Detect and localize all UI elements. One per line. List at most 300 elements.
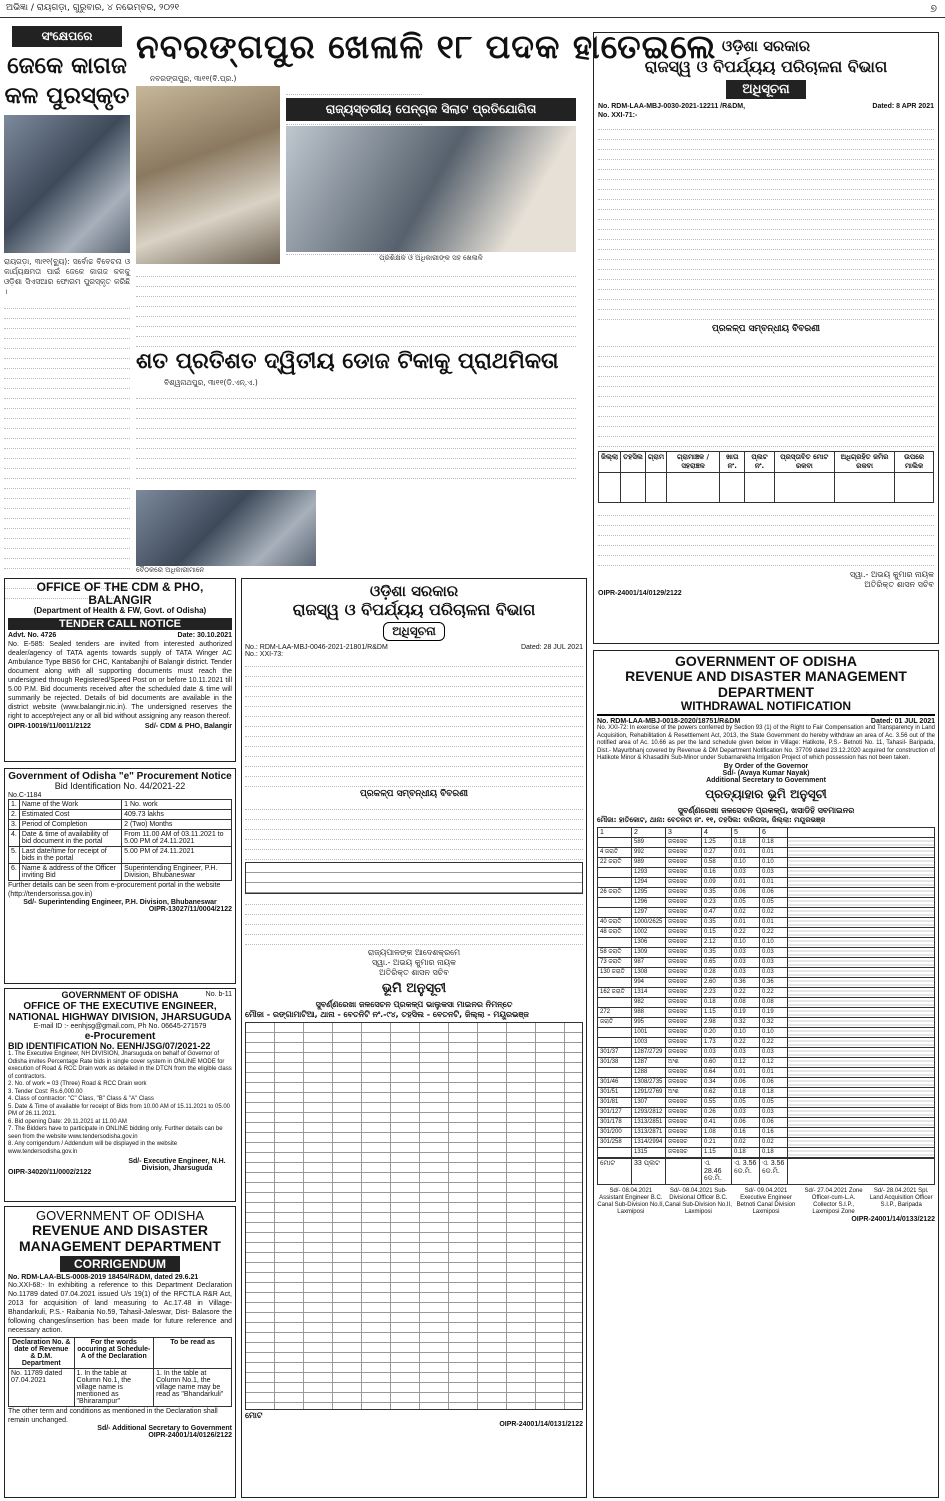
wd-owner-cell bbox=[788, 1127, 935, 1137]
eproc-oipr: OIPR-13027/11/0004/2122 bbox=[148, 905, 232, 913]
wd-cell: 1295 bbox=[632, 887, 666, 897]
wd-cell: 1.15 bbox=[702, 1147, 732, 1157]
main-dateline: ନବରଙ୍ଗପୁର, ୩ା୧୧(ବି.ପ୍ର.) bbox=[150, 74, 237, 83]
wd-cell: 0.01 bbox=[760, 917, 788, 927]
wd-cell: 0.02 bbox=[760, 907, 788, 917]
wd-cell: 0.03 bbox=[760, 967, 788, 977]
eproc-cell: Date & time of availability of bid document in the portal bbox=[19, 829, 121, 846]
wd-cell bbox=[598, 897, 632, 907]
wd-owner-cell bbox=[788, 977, 935, 987]
nm-schedule-table bbox=[245, 1022, 583, 1410]
cdm-bar: TENDER CALL NOTICE bbox=[8, 618, 232, 630]
corr-bar: CORRIGENDUM bbox=[60, 1256, 180, 1272]
nh-sign: Sd/- Executive Engineer, N.H. Division, Jharsuguda bbox=[128, 1158, 226, 1173]
wd-cell: 1291/2769 bbox=[632, 1087, 666, 1097]
nh-item: 3. Tender Cost: Rs.6,000.00 bbox=[8, 1088, 83, 1095]
wd-cell: 1296 bbox=[632, 897, 666, 907]
table-row bbox=[9, 1369, 232, 1407]
wd-cell: 4 ଜରାତି bbox=[598, 847, 632, 857]
wd-cell: 0.35 bbox=[702, 947, 732, 957]
wd-total-cell: 33 ପ୍ଲଟ bbox=[632, 1158, 666, 1184]
wd-owner-cell bbox=[788, 867, 935, 877]
corr-cell: 1. In the table at Column No.1, the village name may be read as "Bhandarkuli" bbox=[154, 1369, 232, 1407]
eproc-cell: From 11.00 AM of 03.11.2021 to 5.00 PM of 24.11.2021 bbox=[122, 829, 232, 846]
wd-cell: 0.03 bbox=[760, 947, 788, 957]
main-photo-left bbox=[136, 86, 280, 264]
wd-schedule-table bbox=[597, 827, 935, 1158]
wd-cell: 1297 bbox=[632, 907, 666, 917]
nh-item: 6. Bid opening Date: 29.11.2021 at 11.00 AM bbox=[8, 1118, 127, 1125]
wd-cell: 130 ଜରାତି bbox=[598, 967, 632, 977]
brief-tag: ସଂକ୍ଷେପରେ bbox=[12, 26, 122, 47]
wd-cell: ଜଳସେଚ bbox=[666, 1107, 702, 1117]
brief-dateline: ରାୟଗଡ଼ା, ୩ା୧୧(ବ୍ୟୁ): ସର୍ବୋଚ୍ଚ ବିବେଚନା ଓ କାର୍ଯ୍ୟକ୍ଷମତା ପାଇଁ ଜେକେ କାଗଜ କଳକୁ ଓଡ଼ିଶା ସିଏସଆର ଫୋରମ ପୁରସ୍କୃତ କରିଛି । bbox=[4, 257, 130, 296]
ntr-oipr: OIPR-24001/14/0129/2122 bbox=[598, 590, 682, 597]
wd-cell: 0.12 bbox=[760, 1057, 788, 1067]
wd-cell: 0.06 bbox=[760, 1117, 788, 1127]
table-row bbox=[598, 1147, 935, 1157]
wd-cell: ଜଳସେଚ bbox=[666, 1077, 702, 1087]
wd-cell: 0.18 bbox=[760, 1147, 788, 1157]
wd-cell: 1308/2735 bbox=[632, 1077, 666, 1087]
wd-cell: 1309 bbox=[632, 947, 666, 957]
wd-cell: 589 bbox=[632, 837, 666, 847]
nh-items bbox=[8, 1051, 232, 1156]
wd-cell: 0.55 bbox=[702, 1097, 732, 1107]
wd-owner-cell bbox=[788, 837, 935, 847]
wd-ref: No. RDM-LAA-MBJ-0018-2020/18751/R&DM bbox=[597, 718, 741, 726]
brief-body-text bbox=[4, 300, 130, 599]
wd-col-num: 5 bbox=[732, 827, 760, 837]
wd-owner-cell bbox=[788, 1087, 935, 1097]
wd-cell bbox=[598, 837, 632, 847]
wd-owner-cell bbox=[788, 1007, 935, 1017]
wd-cell: 0.36 bbox=[760, 977, 788, 987]
wd-cell: 0.03 bbox=[760, 1047, 788, 1057]
cdm-sign: Sd/- CDM & PHO, Balangir bbox=[144, 723, 232, 731]
wd-cell: 0.03 bbox=[732, 967, 760, 977]
wd-cell: 1293 bbox=[632, 867, 666, 877]
wd-cell: 40 ଜରାତି bbox=[598, 917, 632, 927]
wd-cell: 0.32 bbox=[732, 1017, 760, 1027]
wd-cell: 1.73 bbox=[702, 1037, 732, 1047]
wd-cell: 0.15 bbox=[702, 927, 732, 937]
ntr-badge: ଅଧିସୂଚନା bbox=[726, 80, 805, 99]
wd-col-num: 2 bbox=[632, 827, 666, 837]
wd-cell: 1002 bbox=[632, 927, 666, 937]
wd-owner-cell bbox=[788, 967, 935, 977]
wd-cell bbox=[598, 1147, 632, 1157]
eproc-cell: Period of Completion bbox=[19, 819, 121, 829]
eproc-sign: Sd/- Superintending Engineer, P.H. Division, Bhubaneswar bbox=[23, 898, 217, 906]
wd-cell: 0.06 bbox=[760, 887, 788, 897]
wd-cell: 0.03 bbox=[732, 1107, 760, 1117]
wd-cell: 0.03 bbox=[760, 867, 788, 877]
corr-footer: The other term and conditions as mentioned in the Declaration shall remain unchanged. bbox=[8, 1408, 218, 1425]
corr-cell: No. 11789 dated 07.04.2021 bbox=[9, 1369, 75, 1407]
wd-owner-cell bbox=[788, 987, 935, 997]
wd-cell: 272 bbox=[598, 1007, 632, 1017]
wd-cell: 1287 bbox=[632, 1057, 666, 1067]
wd-cell: 0.34 bbox=[702, 1077, 732, 1087]
wd-cell: ଜଳସେଚ bbox=[666, 877, 702, 887]
wd-owner-cell bbox=[788, 1037, 935, 1047]
corr-table bbox=[8, 1337, 232, 1407]
wd-cell: ଜଳସେଚ bbox=[666, 887, 702, 897]
wd-owner-cell bbox=[788, 1097, 935, 1107]
wd-cell: 0.28 bbox=[702, 967, 732, 977]
table-row bbox=[598, 977, 935, 987]
wd-cell: 982 bbox=[632, 997, 666, 1007]
wd-cell bbox=[598, 867, 632, 877]
table-row bbox=[598, 897, 935, 907]
wd-signer: Sd/- 28.04.2021 Spl. Land Acquisition Officer S.I.P., Baripada bbox=[869, 1187, 933, 1208]
wd-cell: 0.23 bbox=[702, 897, 732, 907]
nh-item: 2. No. of work = 03 (Three) Road & RCC Drain work bbox=[8, 1081, 147, 1088]
table-row bbox=[598, 1158, 935, 1184]
wd-cell: 301/46 bbox=[598, 1077, 632, 1087]
wd-cell bbox=[598, 907, 632, 917]
wd-cell: 301/127 bbox=[598, 1107, 632, 1117]
nm-village-line: ମୌଜା - ରଙ୍ଗାମାଟିଆ, ଥାନା - ବେତନିଟି ନଂ.-୯୪, ତହସିଲ - ବେତନଟି, ଜିଲ୍ଲା - ମୟୂରଭଞ୍ଜ bbox=[245, 1010, 529, 1019]
wd-schedule: ପ୍ରତ୍ୟାହାର ଭୂମି ଅନୁସୂଚୀ bbox=[705, 786, 827, 801]
table-row bbox=[9, 863, 232, 880]
table-row bbox=[598, 1107, 935, 1117]
wd-cell: 1307 bbox=[632, 1097, 666, 1107]
nm-total: ମୋଟ bbox=[245, 1411, 263, 1420]
wd-cell: 0.06 bbox=[732, 1117, 760, 1127]
ntr-line2: ରାଜସ୍ୱ ଓ ବିପର୍ଯ୍ୟୟ ପରିଚାଳନା ବିଭାଗ bbox=[644, 57, 888, 76]
ntr-sig-title: ଅତିରିକ୍ତ ଶାସନ ସଚିବ bbox=[864, 580, 934, 589]
wd-cell: 301/81 bbox=[598, 1097, 632, 1107]
wd-cell: 0.12 bbox=[732, 1057, 760, 1067]
table-row bbox=[9, 846, 232, 863]
table-row bbox=[598, 1137, 935, 1147]
wd-cell: 1313/2851 bbox=[632, 1117, 666, 1127]
wd-owner-cell bbox=[788, 937, 935, 947]
wd-cell: 0.09 bbox=[702, 877, 732, 887]
wd-cell: ଜଳସେଚ bbox=[666, 977, 702, 987]
ntr-th: ଜିଲ୍ଲା bbox=[599, 452, 621, 473]
nm-signature: ସ୍ୱା.- ଅଭୟ କୁମାର ନାୟକ bbox=[371, 958, 457, 967]
wd-cell: 995 bbox=[632, 1017, 666, 1027]
wd-cell: 0.10 bbox=[760, 1027, 788, 1037]
cdm-title: OFFICE OF THE CDM & PHO, BALANGIR bbox=[36, 580, 204, 608]
wd-cell: ଜଳସେଚ bbox=[666, 1067, 702, 1077]
wd-tbody bbox=[598, 827, 935, 1157]
wd-cell: 0.18 bbox=[732, 837, 760, 847]
notice-top-right bbox=[593, 32, 939, 644]
wd-owner-cell bbox=[788, 1077, 935, 1087]
wd-cell bbox=[598, 997, 632, 1007]
wd-total-cell bbox=[666, 1158, 702, 1184]
nm-badge: ଅଧିସୂଚନା bbox=[383, 622, 445, 641]
table-row bbox=[598, 1007, 935, 1017]
wd-cell: 1293/2812 bbox=[632, 1107, 666, 1117]
wd-owner-cell bbox=[788, 947, 935, 957]
table-row bbox=[598, 947, 935, 957]
nm-date: Dated: 28 JUL 2021 bbox=[520, 644, 583, 651]
cdm-sub: (Department of Health & FW, Govt. of Odisha) bbox=[33, 606, 207, 616]
wd-cell: 0.05 bbox=[760, 1097, 788, 1107]
wd-owner-cell bbox=[788, 1027, 935, 1037]
eproc-cell: 4. bbox=[9, 829, 20, 846]
ntr-date: Dated: 8 APR 2021 bbox=[872, 103, 934, 110]
eproc-cell: 3. bbox=[9, 819, 20, 829]
wd-cell: 301/37 bbox=[598, 1047, 632, 1057]
wd-cell: 0.60 bbox=[702, 1057, 732, 1067]
eproc-table bbox=[8, 799, 232, 881]
wd-cell: 0.22 bbox=[760, 1037, 788, 1047]
wd-cell bbox=[598, 977, 632, 987]
cdm-body: No. E-585: Sealed tenders are invited from interested authorized dealer/agency of TATA agents towards supply of TATA Winger AC Ambulance Type BBS6 for CHC, Kantabanjhi of Balangir district. Tender document along with all supporting documents must reach the undersigned through Registered/Speed Post on or before 10.11.2021 till 5.00 P.M. Bid documents received after the scheduled date & time will summarily be rejected. Details of bid documents are available in the district website (www.balangir.nic.in). The undersigned reserves the right to accept/reject any or all bid without assigning any reason thereof. bbox=[8, 641, 232, 721]
wd-cell: ଜଳସେଚ bbox=[666, 847, 702, 857]
table-row bbox=[598, 997, 935, 1007]
wd-owner-cell bbox=[788, 897, 935, 907]
eproc-cell: 5.00 PM of 24.11.2021 bbox=[122, 846, 232, 863]
wd-cell: 992 bbox=[632, 847, 666, 857]
main-subhead: ରାଜ୍ୟସ୍ତରୀୟ ପେନ୍ଚାକ ସିଲାଟ ପ୍ରତିଯୋଗିତା bbox=[286, 98, 576, 121]
nm-schedule-sub: ସୁବର୍ଣ୍ଣରେଖା ଜଳସେଚନ ପ୍ରକଳ୍ପ ଭାଲୁକସା ମାଇନର ନିମନ୍ତେ bbox=[315, 1000, 513, 1009]
wd-cell: 0.02 bbox=[732, 1137, 760, 1147]
eproc-cell: Name of the Work bbox=[19, 799, 121, 809]
wd-col-num: 4 bbox=[702, 827, 732, 837]
nh-item: 1. The Executive Engineer, NH DIVISION, Jharsuguda on behalf of Governor of Odisha invites Percentage Rate bids in single cover system in ONLINE MODE for execution of Road & RCC Drain work as detailed in the DTCN from the eligible class of contractors. bbox=[8, 1051, 232, 1080]
wd-cell: ଜଳସେଚ bbox=[666, 1017, 702, 1027]
wd-owner-cell bbox=[788, 907, 935, 917]
wd-signer: Sd/- 09.04.2021 Executive Engineer Betnoti Canal Division Laxmiposi bbox=[736, 1187, 796, 1215]
wd-col-num: 3 bbox=[666, 827, 702, 837]
wd-cell: ଜଳସେଚ bbox=[666, 937, 702, 947]
nm-line2: ରାଜସ୍ୱ ଓ ବିପର୍ଯ୍ୟୟ ପରିଚାଳନା ବିଭାଗ bbox=[292, 600, 536, 619]
corr-body: No.XXI-68:- In exhibiting a reference to this Department Declaration No.11789 dated 07.04.2021 issued U/s 19(1) of the RFCTLA R&R Act, 2013 for acquisition of land measuring to Ac.17.48 in Village-Bhandarkuli, P.S.- Raibania No.59, Tahasil-Jaleswar, Dist- Balasore the following changes/insertion has been made for future reference and necessary action. bbox=[8, 1282, 232, 1335]
header-dateline: ଅଭିଜ୍ଞା / ରାୟଗଡ଼ା, ଗୁରୁବାର, ୪ ନଭେମ୍ବର, ୨୦୨୧ bbox=[6, 3, 180, 13]
wd-signer: Sd/- 27.04.2021 Zone Officer-cum-L.A. Collector S.I.P., Laxmiposi Zone bbox=[804, 1187, 863, 1215]
wd-sign: Sd/- (Avaya Kumar Nayak) bbox=[722, 769, 810, 777]
nh-notice bbox=[4, 988, 236, 1202]
wd-cell: 0.03 bbox=[760, 1107, 788, 1117]
page-number: ୭ bbox=[930, 2, 937, 15]
wd-cell: 1308 bbox=[632, 967, 666, 977]
wd-cell: 1003 bbox=[632, 1037, 666, 1047]
wd-owner-cell bbox=[788, 927, 935, 937]
ntr-th: ଉପରେ ମାଲିକ bbox=[895, 452, 934, 473]
wd-cell bbox=[598, 1067, 632, 1077]
wd-date: Dated: 01 JUL 2021 bbox=[870, 718, 935, 726]
withdrawal-notice bbox=[593, 650, 939, 1498]
wd-village-line: ମୌଜା: ହାତିକୋଟ, ଥାନା: ବେତନଟୀ ନଂ. ୧୧, ତହସିଲ: ବାରିପଦା, ଜିଲ୍ଲା: ମୟୂରଭଞ୍ଜ bbox=[597, 815, 826, 824]
eproc-cell: Superintending Engineer, P.H. Division, Bhubaneswar bbox=[122, 863, 232, 880]
second-story bbox=[136, 344, 586, 576]
wd-cell: 301/178 bbox=[598, 1117, 632, 1127]
ntr-th: ଖାତା ନଂ. bbox=[720, 452, 745, 473]
wd-cell: 1288 bbox=[632, 1067, 666, 1077]
wd-cell: ଅଂଶ bbox=[666, 1087, 702, 1097]
main-body-text bbox=[136, 268, 576, 348]
wd-cell: 0.01 bbox=[760, 1067, 788, 1077]
wd-cell: 0.03 bbox=[760, 957, 788, 967]
wd-total-cell: ଏ. 3.56 ଡେ.ମି. bbox=[732, 1158, 760, 1184]
wd-cell: 0.35 bbox=[702, 887, 732, 897]
nh-number: No. b-11 bbox=[205, 991, 232, 998]
wd-col-owner bbox=[788, 827, 935, 837]
corr-th: Declaration No. & date of Revenue & D.M. Department bbox=[9, 1338, 75, 1369]
nh-item: 5. Date & Time of available for receipt of Bids from 10.00 AM of 15.11.2021 to 05.00 PM of 26.11.2021. bbox=[8, 1103, 231, 1118]
wd-cell: 0.05 bbox=[760, 897, 788, 907]
wd-cell: 0.18 bbox=[732, 1087, 760, 1097]
ntr-line1: ଓଡ଼ିଶା ସରକାର bbox=[721, 37, 811, 55]
wd-cell: 0.22 bbox=[760, 987, 788, 997]
table-row bbox=[598, 877, 935, 887]
eproc-cell: 409.73 lakhs bbox=[122, 809, 232, 819]
table-row bbox=[598, 967, 935, 977]
table-row bbox=[598, 917, 935, 927]
wd-cell: ଜଳସେଚ bbox=[666, 957, 702, 967]
table-row bbox=[598, 1117, 935, 1127]
eproc-cell: 1. bbox=[9, 799, 20, 809]
eproc-cell: Estimated Cost bbox=[19, 809, 121, 819]
wd-cell: 0.36 bbox=[732, 977, 760, 987]
wd-cell: 0.41 bbox=[702, 1117, 732, 1127]
wd-cell: 0.16 bbox=[760, 1127, 788, 1137]
ntr-xxi: No. XXI-71:- bbox=[598, 112, 638, 119]
table-row bbox=[598, 907, 935, 917]
wd-cell: ଜଳସେଚ bbox=[666, 1027, 702, 1037]
table-row bbox=[9, 809, 232, 819]
wd-total-table bbox=[597, 1158, 935, 1185]
wd-cell bbox=[598, 1027, 632, 1037]
wd-cell: 0.64 bbox=[702, 1067, 732, 1077]
wd-cell: 0.01 bbox=[760, 877, 788, 887]
table-row bbox=[9, 799, 232, 809]
wd-owner-cell bbox=[788, 1117, 935, 1127]
table-row bbox=[598, 1127, 935, 1137]
wd-cell: 0.62 bbox=[702, 1087, 732, 1097]
ntr-land-table bbox=[598, 451, 934, 503]
wd-cell: 0.10 bbox=[732, 857, 760, 867]
nm-schedule: ଭୂମି ଅନୁସୂଚୀ bbox=[381, 981, 447, 996]
wd-cell: 48 ଜରାତି bbox=[598, 927, 632, 937]
wd-cell: ଜଳସେଚ bbox=[666, 1147, 702, 1157]
wd-cell: 0.65 bbox=[702, 957, 732, 967]
wd-govt: GOVERNMENT OF ODISHA bbox=[674, 653, 857, 669]
wd-body: No. XXI-72: In exercise of the powers conferred by Section 93 (1) of the Right to Fair Compensation and Transparency in Land Acquisition, Rehabilitation & Resettlement Act, 2013, the State Government do hereby withdraw an area of Ac. 3.56 out of the notified area of Ac. 10.66 as per the land schedule given below in Village: Hatikote, P.S.- Betnoti No. 11, Tahasil- Baripada, Dist.- Mayurbhanj covered by Revenue & DM Department Notification No. 37709 dated 23.12.2020 acquired for construction of Hatikote Minor & Khasadihi Sub-Minor under Subarnarekha Irrigation Project of which possession has not been taken. bbox=[597, 725, 935, 762]
wd-cell: 58 ଜରାତି bbox=[598, 947, 632, 957]
table-row bbox=[598, 1087, 935, 1097]
table-row bbox=[598, 857, 935, 867]
wd-cell: ଜଳସେଚ bbox=[666, 1097, 702, 1107]
wd-cell: 988 bbox=[632, 1007, 666, 1017]
ntr-body-text bbox=[598, 121, 934, 320]
nm-xxi: No.: XXI-73: bbox=[245, 651, 284, 658]
wd-cell: 1000/2625 bbox=[632, 917, 666, 927]
wd-order: By Order of the Governor bbox=[723, 762, 809, 770]
ntr-th: ତହସିଲ bbox=[621, 452, 646, 473]
corr-govt: GOVERNMENT OF ODISHA bbox=[35, 1208, 205, 1223]
brief-headline: ଜେକେ କାଗଜ କଳ ପୁରସ୍କୃତ bbox=[4, 52, 130, 109]
table-row bbox=[598, 957, 935, 967]
wd-cell: 0.22 bbox=[760, 927, 788, 937]
table-row bbox=[9, 819, 232, 829]
wd-cell: 301/200 bbox=[598, 1127, 632, 1137]
wd-cell: ଜଳସେଚ bbox=[666, 1007, 702, 1017]
cdm-date: Date: 30.10.2021 bbox=[177, 632, 232, 640]
wd-cell: 0.06 bbox=[760, 1077, 788, 1087]
eproc-cell: Name & address of the Officer inviting Bid bbox=[19, 863, 121, 880]
wd-cell: 0.21 bbox=[702, 1137, 732, 1147]
wd-cell: ଜଳସେଚ bbox=[666, 947, 702, 957]
wd-cell bbox=[598, 877, 632, 887]
wd-cell: ଜଳସେଚ bbox=[666, 897, 702, 907]
eproc-cell: 6. bbox=[9, 863, 20, 880]
eproc-nc: No.C-1184 bbox=[8, 791, 42, 799]
wd-cell: 162 ଜରାତି bbox=[598, 987, 632, 997]
wd-cell: 1.08 bbox=[702, 1127, 732, 1137]
wd-cell: 0.01 bbox=[732, 917, 760, 927]
nm-project-text bbox=[245, 801, 583, 860]
wd-cell: ଜଳସେଚ bbox=[666, 1037, 702, 1047]
wd-cell: 0.01 bbox=[732, 1067, 760, 1077]
wd-col-num: 6 bbox=[760, 827, 788, 837]
wd-cell: ଜଳସେଚ bbox=[666, 867, 702, 877]
ntr-closing-text bbox=[598, 507, 934, 566]
wd-cell: 0.18 bbox=[760, 1087, 788, 1097]
wd-cell: 0.19 bbox=[760, 1007, 788, 1017]
second-photo-caption: ବୈଠକରେ ଅଧିକାରୀମାନେ bbox=[136, 566, 205, 574]
wd-cell: ଜରାତି bbox=[598, 1017, 632, 1027]
corr-th: For the words occuring at Schedule-A of the Declaration bbox=[74, 1338, 154, 1369]
eproc-title: Government of Odisha "e" Procurement Notice bbox=[8, 771, 232, 782]
wd-cell: 0.03 bbox=[732, 947, 760, 957]
wd-cell: 0.26 bbox=[702, 1107, 732, 1117]
wd-owner-cell bbox=[788, 887, 935, 897]
second-headline: ଶତ ପ୍ରତିଶତ ଦ୍ୱିତୀୟ ଡୋଜ ଟିକାକୁ ପ୍ରାଥମିକତା bbox=[136, 348, 559, 374]
notice-middle bbox=[241, 578, 587, 1498]
eproc-notice bbox=[4, 768, 236, 984]
wd-cell: 0.19 bbox=[732, 1007, 760, 1017]
ntr-th: ଗ୍ରାମାଞ୍ଚଳ / ସହରାଞ୍ଚଳ bbox=[667, 452, 720, 473]
corr-oipr: OIPR-24001/14/0126/2122 bbox=[148, 1432, 232, 1440]
wd-signer: Sd/- 08.04.2021 Assistant Engineer B.C. Canal Sub-Division No.II, Laxmiposi bbox=[597, 1187, 665, 1215]
wd-cell: 0.02 bbox=[760, 1137, 788, 1147]
wd-cell: 0.10 bbox=[732, 1027, 760, 1037]
wd-total-cell: ମୋଟ bbox=[598, 1158, 632, 1184]
wd-owner-cell bbox=[788, 1057, 935, 1067]
wd-cell: 1315 bbox=[632, 1147, 666, 1157]
table-row bbox=[598, 1057, 935, 1067]
table-row bbox=[598, 927, 935, 937]
ntr-th: ପ୍ଲଟ ନଂ. bbox=[745, 452, 774, 473]
eproc-bid: Bid Identification No. 44/2021-22 bbox=[54, 781, 186, 791]
wd-owner-cell bbox=[788, 877, 935, 887]
wd-cell: ଜଳସେଚ bbox=[666, 907, 702, 917]
nh-title: OFFICE OF THE EXECUTIVE ENGINEER, NATIONAL HIGHWAY DIVISION, JHARSUGUDA bbox=[8, 1000, 232, 1023]
table-row bbox=[598, 827, 935, 837]
wd-owner-cell bbox=[788, 1017, 935, 1027]
wd-cell: 73 ଜରାତି bbox=[598, 957, 632, 967]
wd-signer: Sd/- 08.04.2021 Sub-Divisional Officer B.C. Canal Sub-Division No.II, Laxmiposi bbox=[664, 1187, 732, 1215]
wd-cell: 2.60 bbox=[702, 977, 732, 987]
wd-col-num: 1 bbox=[598, 827, 632, 837]
cdm-advt: Advt. No. 4726 bbox=[8, 632, 57, 640]
wd-cell: 1294 bbox=[632, 877, 666, 887]
main-photo-caption: ପ୍ରଶିକ୍ଷକ ଓ ଅଧିକାରୀଙ୍କ ସହ ଖେଳାଳି bbox=[379, 254, 483, 262]
wd-cell: 0.22 bbox=[732, 987, 760, 997]
wd-cell: 989 bbox=[632, 857, 666, 867]
wd-cell: 0.16 bbox=[702, 867, 732, 877]
ntr-project-text bbox=[598, 338, 934, 447]
wd-cell: 0.20 bbox=[702, 1027, 732, 1037]
